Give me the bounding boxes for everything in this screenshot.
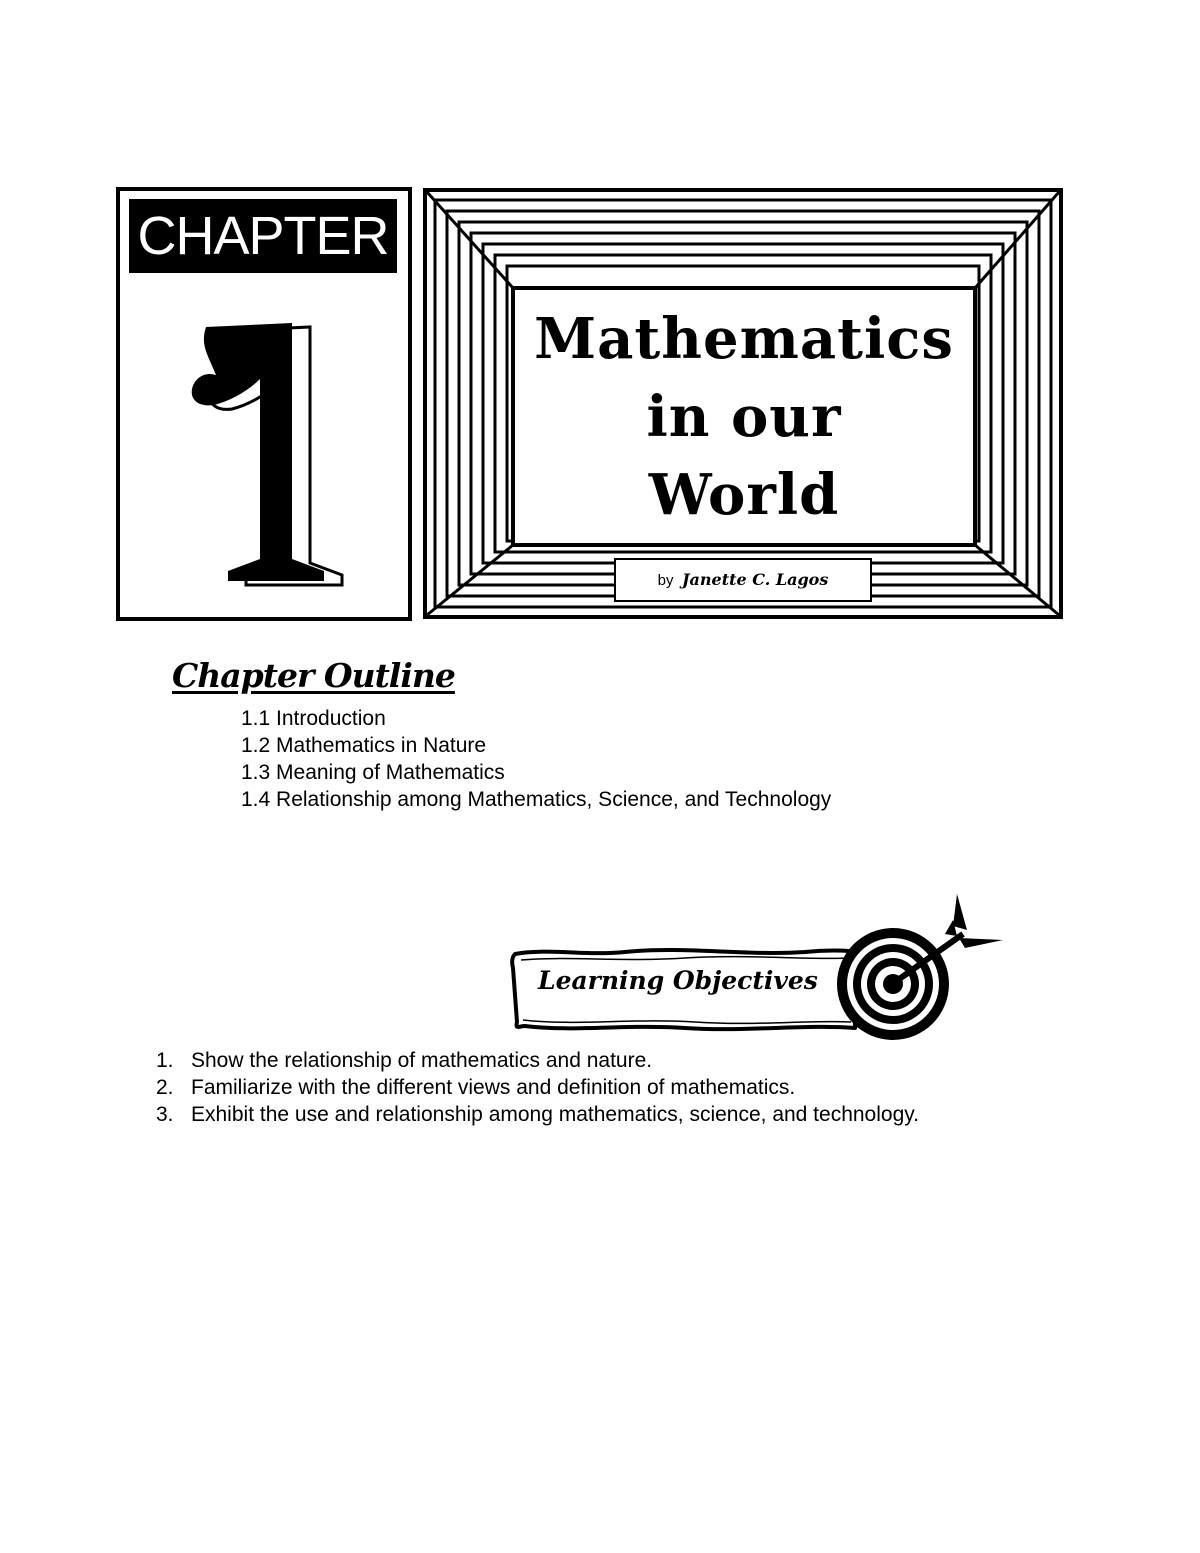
objective-number: 1. [156,1049,174,1072]
numeral-one-shape [192,323,324,581]
outline-item: 1.2 Mathematics in Nature [241,734,487,757]
author-box [614,558,872,602]
author-name: Janette C. Lagos [681,570,829,589]
chapter-box [116,187,412,621]
outline-item: 1.4 Relationship among Mathematics, Science, and Technology [241,788,832,811]
outline-list [241,705,831,813]
objective-text: Exhibit the use and relationship among mathematics, science, and technology. [191,1103,920,1126]
objective-text: Familiarize with the different views and definition of mathematics. [191,1076,796,1099]
objective-number: 2. [156,1076,174,1099]
objectives-list [156,1047,919,1128]
objective-number: 3. [156,1103,174,1126]
chapter-title [513,300,975,540]
outline-item: 1.3 Meaning of Mathematics [241,761,505,784]
chapter-number-graphic [120,309,408,589]
title-line-3: World [648,462,840,528]
chapter-label: CHAPTER [129,199,397,273]
title-line-2: in our [646,384,842,450]
objective-item [156,1047,919,1074]
target-arrow-icon [837,894,1003,1040]
outline-heading: Chapter Outline [172,656,455,695]
author-prefix: by [657,572,674,589]
objective-item [156,1074,919,1101]
objective-text: Show the relationship of mathematics and nature. [191,1049,653,1072]
objective-item [156,1101,919,1128]
outline-item: 1.1 Introduction [241,707,386,730]
learning-objectives-heading: Learning Objectives [538,966,818,995]
title-line-1: Mathematics [534,306,954,372]
